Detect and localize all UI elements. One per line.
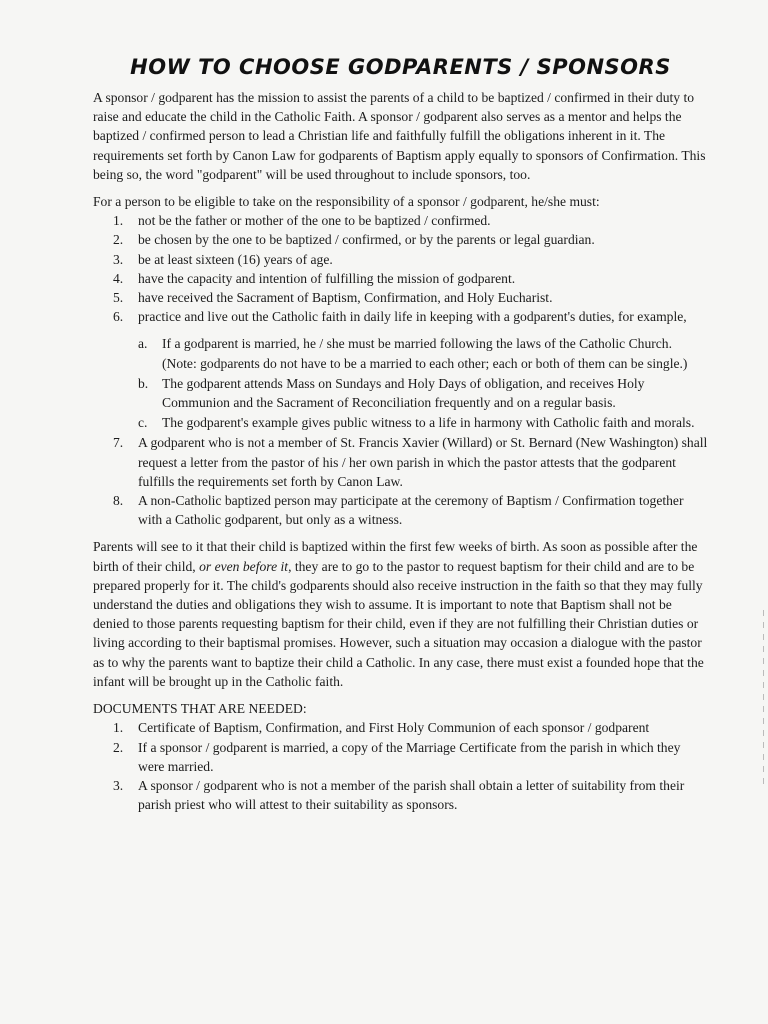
requirements-list <box>113 211 708 529</box>
intro-paragraph: A sponsor / godparent has the mission to assist the parents of a child to be baptized / confirmed in their duty to raise and educate the child in the Catholic Faith. A sponsor / godparent also serves as a mentor and helps the baptized / confirmed person to lead a Christian life and faithfully fulfill the obligations inherent in it. The requirements set forth by Canon Law for godparents of Baptism apply equally to sponsors of Confirmation. This being so, the word "godparent" will be used throughout to include sponsors, too. <box>93 90 706 182</box>
documents-list <box>113 718 708 814</box>
list-item <box>113 738 708 776</box>
list-number: 8. <box>113 493 124 509</box>
list-item-text: The godparent's example gives public witness to a life in harmony with Catholic faith and morals. <box>162 415 695 431</box>
list-number: 2. <box>113 739 124 755</box>
list-item <box>113 211 708 230</box>
scan-edge-mark <box>763 610 764 790</box>
list-number: 7. <box>113 435 124 451</box>
page-title: HOW TO CHOOSE GODPARENTS / SPONSORS <box>130 55 671 79</box>
list-number: 3. <box>113 777 124 793</box>
list-item <box>113 491 708 529</box>
eligibility-lead: For a person to be eligible to take on the responsibility of a sponsor / godparent, he/she must: <box>93 194 600 210</box>
list-number: 4. <box>113 270 124 286</box>
list-letter: c. <box>138 415 148 431</box>
parents-text-emphasis: or even before it <box>199 558 289 574</box>
list-item <box>113 433 708 491</box>
list-item-text: A godparent who is not a member of St. Francis Xavier (Willard) or St. Bernard (New Washington) shall request a letter from the pastor of his / her own parish in which the pastor attests that the godparent fulfills the requirements set forth by Canon Law. <box>138 435 708 489</box>
list-number: 1. <box>113 720 124 736</box>
parents-paragraph <box>93 537 708 691</box>
list-item-text: A non-Catholic baptized person may participate at the ceremony of Baptism / Confirmation together with a Catholic godparent, but only as a witness. <box>138 493 684 528</box>
list-item-text: have the capacity and intention of fulfilling the mission of godparent. <box>138 270 516 286</box>
list-item-text: practice and live out the Catholic faith in daily life in keeping with a godparent's duties, for example, <box>138 309 687 325</box>
list-item <box>138 334 708 372</box>
list-item-text: The godparent attends Mass on Sundays and Holy Days of obligation, and receives Holy Communion and the Sacrament of Reconciliation frequently and on a regular basis. <box>162 375 645 411</box>
list-letter: a. <box>138 336 148 352</box>
list-item-text: be chosen by the one to be baptized / confirmed, or by the parents or legal guardian. <box>138 232 595 248</box>
list-number: 1. <box>113 213 124 229</box>
list-item <box>138 374 708 412</box>
list-item <box>113 718 708 737</box>
list-item <box>113 288 708 307</box>
list-item <box>113 776 708 814</box>
list-number: 5. <box>113 290 124 306</box>
examples-list <box>138 334 708 432</box>
list-item-text: have received the Sacrament of Baptism, Confirmation, and Holy Eucharist. <box>138 290 553 306</box>
list-item-text: be at least sixteen (16) years of age. <box>138 251 333 267</box>
list-item-text: If a godparent is married, he / she must be married following the laws of the Catholic Church. (Note: godparents do not have to be a married to each other; each or both of them can be single.) <box>162 336 688 371</box>
parents-text-before: Parents will see to it that their child is baptized within the first few weeks of birth. As soon as possible after the birth of their child, <box>93 539 698 574</box>
list-item-text: A sponsor / godparent who is not a member of the parish shall obtain a letter of suitability from their parish priest who will attest to their suitability as sponsors. <box>138 777 685 813</box>
list-item <box>113 230 708 249</box>
list-number: 6. <box>113 309 124 325</box>
list-number: 3. <box>113 251 124 267</box>
list-item <box>138 413 708 432</box>
list-item-text: If a sponsor / godparent is married, a copy of the Marriage Certificate from the parish in which they were married. <box>138 739 681 774</box>
list-item-text: Certificate of Baptism, Confirmation, and First Holy Communion of each sponsor / godparent <box>138 720 650 736</box>
list-item <box>113 250 708 269</box>
list-item-text: not be the father or mother of the one to be baptized / confirmed. <box>138 213 491 229</box>
parents-text-after: , they are to go to the pastor to request baptism for their child and are to be prepared properly for it. The child's godparents should also receive instruction in the faith so that they may fully understand the duties and obligations they wish to assume. It is important to note that Baptism shall not be denied to those parents requesting baptism for their child, even if they are not fulfilling their Christian duties or living according to their baptismal promises. However, such a situation may occasion a dialogue with the pastor as to why the parents want to baptize their child a Catholic. In any case, there must exist a founded hope that the infant will be brought up in the Catholic faith. <box>93 558 704 689</box>
list-item <box>113 269 708 288</box>
list-item <box>113 307 708 432</box>
documents-heading: DOCUMENTS THAT ARE NEEDED: <box>93 701 307 717</box>
list-letter: b. <box>138 375 149 391</box>
list-number: 2. <box>113 232 124 248</box>
